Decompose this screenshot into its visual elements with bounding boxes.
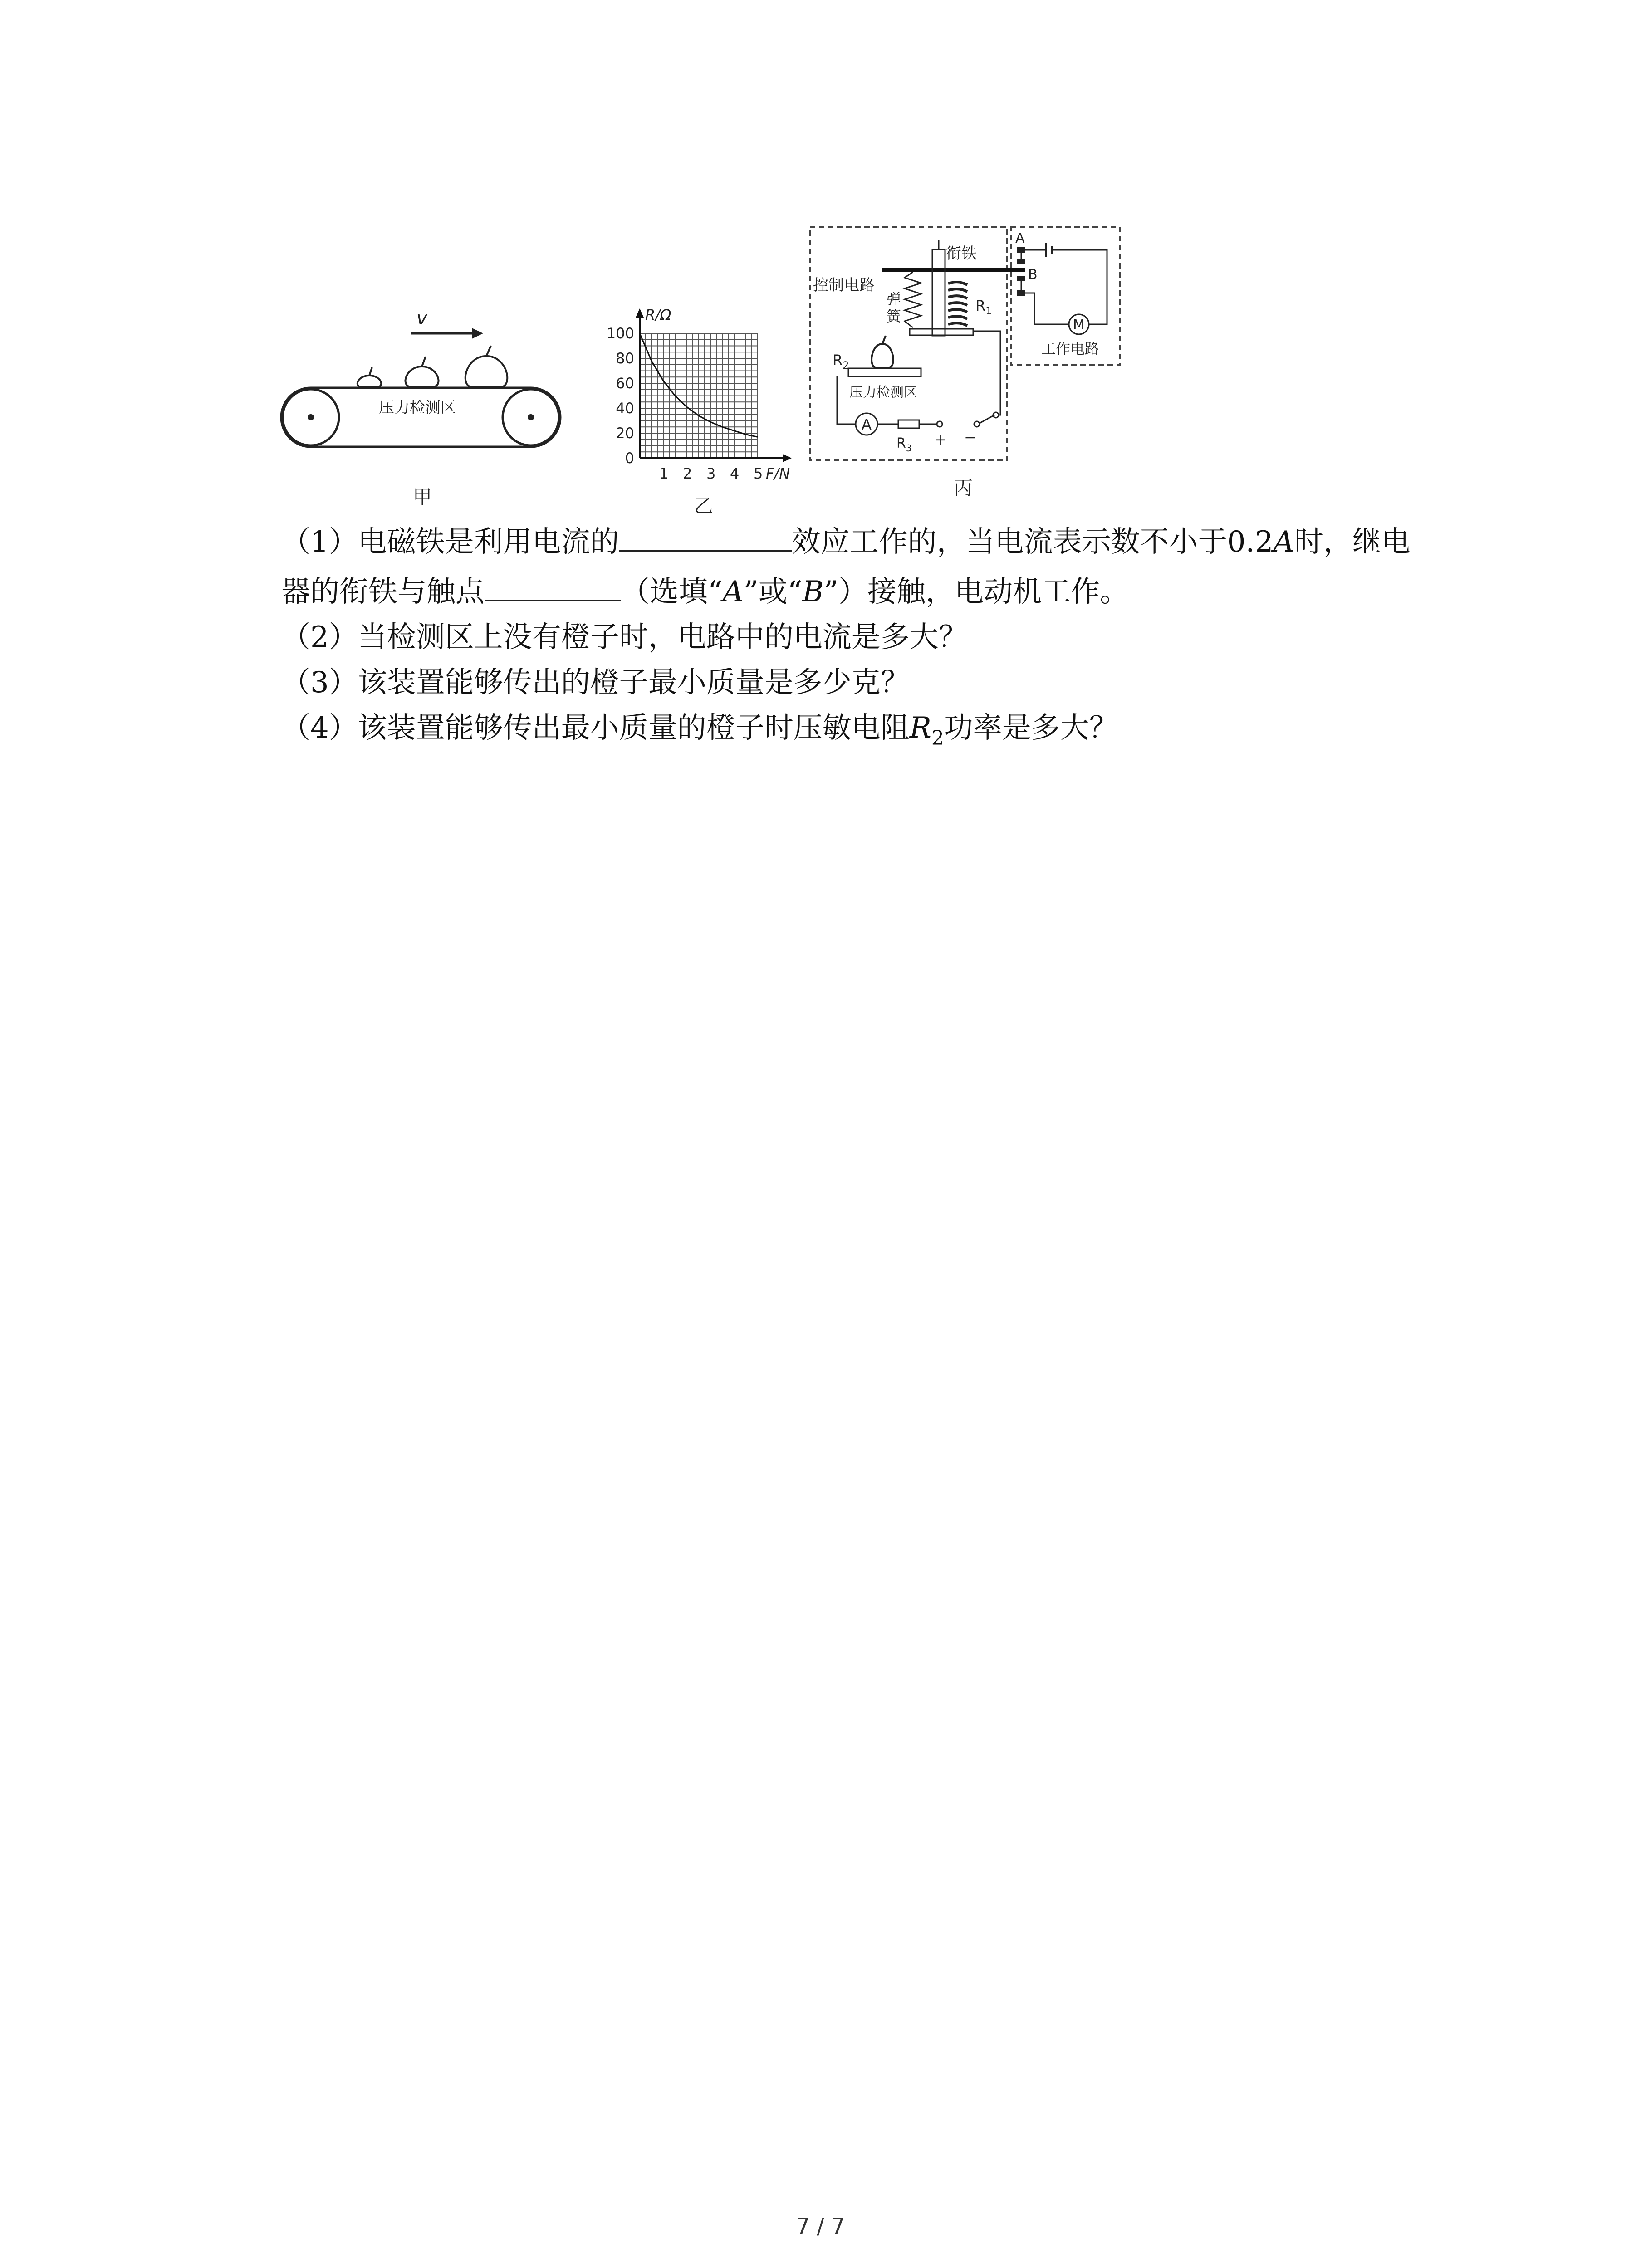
q3-number: （3） <box>281 666 358 699</box>
magnet-base <box>910 329 973 335</box>
r1-label: $R_1$ <box>975 297 992 317</box>
q4-text-a: 该装置能够传出最小质量的橙子时压敏电阻 <box>358 711 910 745</box>
switch <box>980 415 994 423</box>
armature-label: 衔铁 <box>946 244 977 263</box>
q1-blank-1[interactable] <box>619 518 792 552</box>
work-circuit-label: 工作电路 <box>1041 340 1100 357</box>
q4-number: （4） <box>281 711 358 745</box>
y-tick-label: 20 <box>616 425 634 442</box>
x-tick-label: 4 <box>730 465 740 482</box>
pressure-zone-label: 压力检测区 <box>849 385 917 401</box>
question-1-line-2 <box>281 567 1461 617</box>
question-1-line-1 <box>281 517 1461 567</box>
q1-text-a: 电磁铁是利用电流的 <box>358 525 619 559</box>
coil <box>948 282 967 326</box>
q1-text-d: 器的衔铁与触点 <box>281 575 485 609</box>
orange-on-sensor <box>872 336 893 367</box>
contact-a <box>1017 247 1025 253</box>
resistor-r3 <box>898 420 919 428</box>
orange-large <box>465 346 507 387</box>
q2-number: （2） <box>281 621 358 654</box>
spring-label-2: 簧 <box>887 308 901 325</box>
page-number: 7 / 7 <box>796 2214 845 2239</box>
belt <box>281 388 560 447</box>
q3-text: 该装置能够传出的橙子最小质量是多少克？ <box>358 666 910 699</box>
pressure-sensor-r2 <box>848 368 921 376</box>
q4-resistor-symbol: $R_2$ <box>909 711 944 750</box>
q1-option-b: B <box>802 575 824 609</box>
spring-label-1: 弹 <box>887 290 901 308</box>
r3-label: $R_3$ <box>896 435 912 454</box>
q1-text-f: ”或“ <box>743 575 803 609</box>
y-axis-label: R/Ω <box>645 306 671 323</box>
orange-small <box>358 367 381 387</box>
x-axis-arrow <box>783 454 792 462</box>
q1-blank-2[interactable] <box>485 568 621 601</box>
figure-jia-conveyor <box>272 299 572 513</box>
iron-core <box>932 249 945 336</box>
spring <box>905 272 921 327</box>
motor-label: M <box>1073 317 1085 333</box>
q1-text-e: （选填“ <box>621 575 723 609</box>
q2-text: 当检测区上没有橙子时，电路中的电流是多大？ <box>358 621 968 654</box>
ammeter-label: A <box>862 416 872 433</box>
control-circuit-label: 控制电路 <box>813 276 875 294</box>
q1-text-g: ”）接触，电动机工作。 <box>823 575 1129 609</box>
caption-jia: 甲 <box>413 486 432 508</box>
x-tick-label: 2 <box>683 465 692 482</box>
x-tick-label: 1 <box>659 465 669 482</box>
velocity-label: v <box>416 308 427 329</box>
y-tick-label: 80 <box>616 350 634 367</box>
minus-terminal: − <box>964 429 976 446</box>
y-axis-arrow <box>636 308 644 318</box>
figure-yi-chart <box>581 290 798 522</box>
control-circuit-box <box>810 227 1007 460</box>
q1-text-b: 效应工作的，当电流表示数不小于0.2 <box>791 525 1274 559</box>
orange-medium <box>406 357 439 387</box>
y-tick-label: 40 <box>616 400 634 417</box>
contact-b <box>1017 276 1025 281</box>
q1-text-c: 时，继电 <box>1294 525 1411 559</box>
contact-a-label: A <box>1015 230 1025 246</box>
contact-b-label: B <box>1028 267 1038 283</box>
y-tick-label: 100 <box>606 325 634 342</box>
question-2 <box>281 612 1461 662</box>
q4-text-b: 功率是多大？ <box>944 711 1118 745</box>
caption-yi: 乙 <box>694 495 714 517</box>
figure-bing-circuit <box>808 222 1134 517</box>
x-tick-label: 5 <box>754 465 763 482</box>
x-axis-label: F/N <box>766 465 790 482</box>
q1-number: （1） <box>281 525 358 559</box>
y-tick-label: 60 <box>616 375 634 392</box>
plus-terminal: + <box>935 431 947 448</box>
r2-label: $R_2$ <box>833 352 849 371</box>
caption-bing: 丙 <box>954 477 973 499</box>
question-3 <box>281 658 1461 708</box>
x-tick-label: 3 <box>706 465 716 482</box>
y-tick-label: 0 <box>625 450 634 467</box>
q1-unit-a: A <box>1273 525 1294 559</box>
zone-label: 压力检测区 <box>379 399 456 417</box>
question-4 <box>281 703 1461 763</box>
q1-option-a: A <box>722 575 744 609</box>
